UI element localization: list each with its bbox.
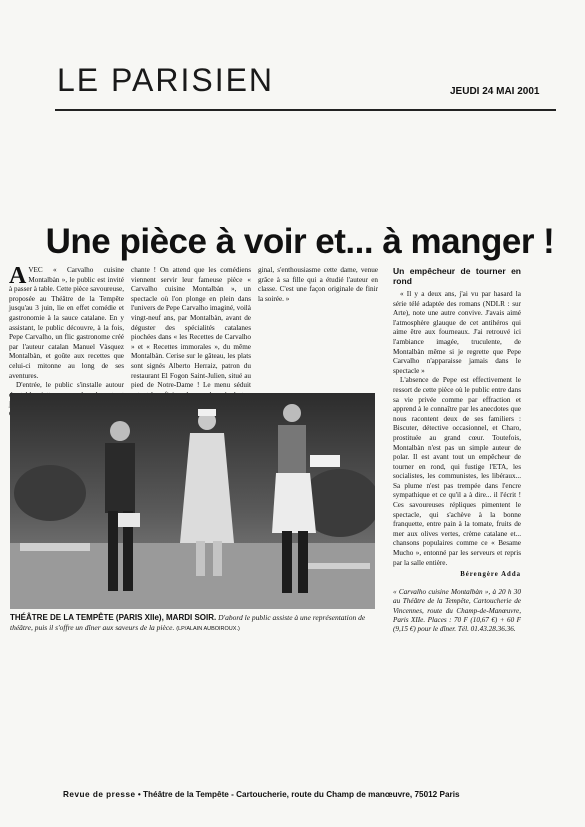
article-column-3 [258, 266, 378, 304]
photo-credit: (LP/ALAIN AUBOIROUX.) [176, 626, 240, 632]
paragraph: ginal, s'enthousiasme cette dame, venue grâce à sa fille qui a étudié l'auteur en classe. C'est une façon originale de finir la soirée. » [258, 266, 378, 303]
paragraph: L'absence de Pepe est effectivement le ressort de cette pièce où le public entre dans sa vie privée comme par effraction et apprend à le connaître par les anecdotes que nous racontent deux de ses familiers : Biscuter, détective occasionnel, et Charo, prostituée au grand cœur. Toutefois, Montalbàn n'est pas un simple auteur de polar. Il est avant tout un empêcheur de tourner en rond, qui fustige l'ETA, les socialistes, les communistes, les libéraux... Sa plume n'est pas trempée dans l'encre sympathique et ce qu'il a à dire... il l'écrit ! Ces savoureuses répliques pimentent le spectacle, qui s'achève à la bonne franquette, entre pain à la tomate, fruits de mer aux olives vertes, crème catalane et... chansons populaires comme ce « Besame Mucho », entonné par les serveurs et repris par la salle entière. [393, 376, 521, 567]
newspaper-masthead: LE PARISIEN [57, 62, 275, 98]
footer-label: Revue de presse [63, 790, 136, 799]
practical-info: « Carvalho cuisine Montalbàn », à 20 h 30 au Théâtre de la Tempête, Cartoucherie de Vincennes, route du Champ-de-Manœuvre, Paris XIIe. Places : 70 F (10,67 €) + 60 F (9,15 €) pour le dîner. Tél. 01.43.28.36.36. [393, 587, 521, 634]
article-photo [10, 393, 375, 609]
author-signature: Bérengère Adda [460, 571, 521, 579]
caption-heading: THÉÂTRE DE LA TEMPÊTE (PARIS XIIe), MARDI SOIR. [10, 613, 217, 622]
drop-cap: A [9, 263, 27, 289]
publication-date: JEUDI 24 MAI 2001 [450, 86, 540, 97]
article-column-2 [131, 266, 251, 410]
paragraph: chante ! On attend que les comédiens viennent servir leur fameuse pièce « Carvalho cuisine Montalbàn », un spectacle où l'on plonge en plein dans l'univers de Pepe Carvalho imaginé, voilà vingt-neuf ans, par Montalbàn, avant de déguster des spécialités catalanes piochées dans « les Recettes de Carvalho » et « Recettes immorales », du même Montalbàn. Cerise sur le gâteau, les plats sont signés Alberto Herraiz, patron du restaurant El Fogon Saint-Julien, situé au pied de Notre-Dame ! Le menu séduit [131, 266, 251, 390]
footer-text: • Théâtre de la Tempête - Cartoucherie, route du Champ de manœuvre, 75012 Paris [137, 790, 460, 799]
paragraph: « Il y a deux ans, j'ai vu par hasard la série télé adaptée des romans (NDLR : sur Arte), note une autre convive. J'avais aimé l'atmosphère glauque de cet antihéros qui aime être aux fourneaux. J'ai retrouvé ici l'ambiance imagée, truculente, de Montalbàn même si je regrette que Pepe Carvalho n'apparaisse jamais dans le spectacle » [393, 290, 521, 375]
photo-caption [10, 613, 380, 634]
masthead-rule [55, 109, 556, 111]
paragraph: D'entrée, le public s'installe autour [16, 381, 124, 390]
caption-text: D'abord le public assiste à une représentation de théâtre, puis il s'offre un dîner aux saveurs de la pièce. [10, 613, 366, 632]
article-column-4 [393, 266, 521, 635]
article-headline: Une pièce à voir et... à manger ! [45, 222, 555, 261]
article-subheading: Un empêcheur de tourner en rond [393, 266, 521, 286]
page-footer [63, 790, 460, 799]
paragraph: VEC « Carvalho cuisine Montalbàn », le public est invité à passer à table. Cette pièce savoureuse, proposée au Théâtre de la Tempête jusqu'au 3 juin, lie en effet comédie et gastronomie à la sauce catalane. En y assistant, le public découvre, à la fois, Pepe Carvalho, un flic gastronome créé par l'auteur catalan Manuel Vàsquez Montalbàn, et goûte aux recettes que celui-ci mitonne au long de ses aventures. [9, 266, 124, 380]
theatre-scene-image [10, 393, 375, 609]
